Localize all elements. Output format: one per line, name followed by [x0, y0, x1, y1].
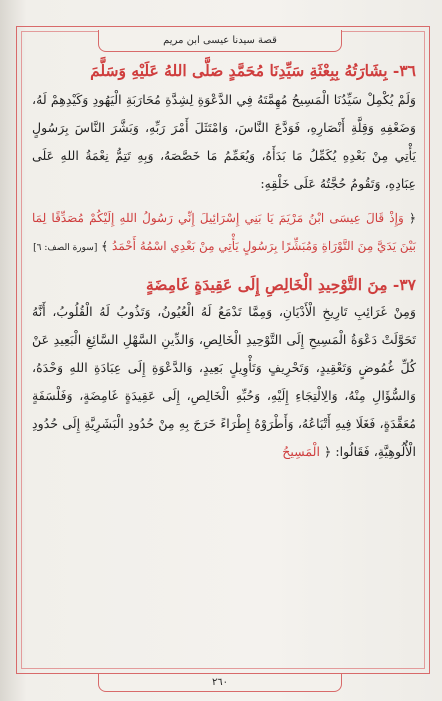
page-content: [32, 60, 416, 466]
quran-verse-text: وَإِذْ قَالَ عِيسَى ابْنُ مَرْيَمَ يَا بَنِي إِسْرَائِيلَ إِنِّي رَسُولُ اللهِ إِلَيْكُمْ مُصَدِّقًا لِمَا بَيْنَ يَدَيَّ مِنَ التَّوْرَاةِ وَمُبَشِّرًا بِرَسُولٍ يَأْتِي مِنْ بَعْدِي اسْمُهُ أَحْمَدُ: [32, 211, 416, 253]
section-36-quote: [32, 204, 416, 262]
section-37-heading: ٣٧- مِنَ التَّوْحِيدِ الْخَالِصِ إِلَى عَقِيدَةٍ غَامِضَةٍ: [146, 275, 416, 294]
section-36-heading: ٣٦- بِشَارَتُهُ بِبِعْثَةِ سَيِّدِنَا مُحَمَّدٍ صَلَّى اللهُ عَلَيْهِ وَسَلَّمَ: [90, 61, 416, 80]
page-number: ٢٦٠: [211, 677, 229, 688]
page-footer: [98, 674, 342, 692]
section-37-paragraph: [32, 298, 416, 466]
quote-open-bracket-2: ﴿: [323, 444, 332, 459]
quote-start-text: الْمَسِيحُ: [282, 444, 320, 459]
verse-reference: [سورة الصف: ٦]: [33, 243, 98, 253]
section-37-text: وَمِنْ غَرَائِبِ تَارِيخِ الْأَدْيَانِ، وَمِمَّا تَدْمَعُ لَهُ الْعُيُونُ، وَتَذُوبُ لَهُ الْقُلُوبُ، أَنَّهُ تَحَوَّلَتْ دَعْوَةُ الْمَسِيحِ إِلَى التَّوْحِيدِ الْخَالِصِ، وَالدِّينِ السَّهْلِ السَّائِغِ الْبَعِيدِ عَنْ كُلِّ غُمُوضٍ وَتَعْقِيدٍ، وَتَحْرِيفٍ وَتَأْوِيلٍ بَعِيدٍ، وَالدَّعْوَةِ إِلَى عِبَادَةِ اللهِ وَحْدَهُ، وَالسُّؤَالِ مِنْهُ، وَالِالْتِجَاءِ إِلَيْهِ، وَحُبِّهِ الْخَالِصِ، إِلَى عَقِيدَةٍ غَامِضَةٍ، وَفَلْسَفَةٍ مُعَقَّدَةٍ، فَغَلَا فِيهِ أَتْبَاعُهُ، وَأَطْرَوْهُ إِطْرَاءً خَرَجَ بِهِ مِنْ حُدُودِ الْبَشَرِيَّةِ إِلَى حُدُودِ الْأُلُوهِيَّةِ، فَقَالُوا:: [32, 304, 416, 459]
running-header: [98, 30, 342, 52]
section-36-paragraph: وَلَمْ يُكْمِلْ سَيِّدُنَا الْمَسِيحُ مُهِمَّتَهُ فِي الدَّعْوَةِ لِشِدَّةِ مُحَارَبَةِ الْيَهُودِ وَكَيْدِهِمْ لَهُ، وَضَعْفِهِ وَقِلَّةِ أَنْصَارِهِ، فَوَدَّعَ النَّاسَ، وَامْتَثَلَ أَمْرَ رَبِّهِ، وَبَشَّرَ النَّاسَ بِرَسُولٍ يَأْتِي مِنْ بَعْدِهِ يُكَمِّلُ مَا بَدَأَهُ، وَيُعَمِّمُ مَا خَصَّصَهُ، وَبِهِ تَتِمُّ نِعْمَةُ اللهِ عَلَى عِبَادِهِ، وَتَقُومُ حُجَّتُهُ عَلَى خَلْقِهِ:: [32, 92, 416, 191]
quote-close-bracket: ﴾: [101, 239, 109, 253]
quote-open-bracket: ﴿: [408, 211, 416, 225]
running-header-text: قصة سيدنا عيسى ابن مريم: [163, 35, 277, 46]
